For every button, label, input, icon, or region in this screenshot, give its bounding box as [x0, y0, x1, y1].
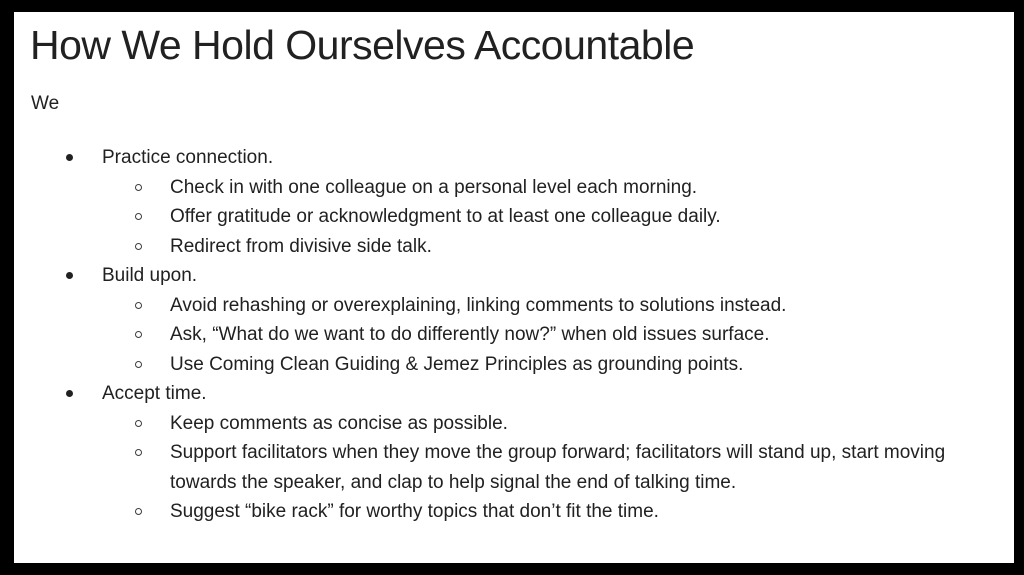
bullet-item	[14, 379, 1014, 409]
sub-bullet-label: Check in with one colleague on a personal level each morning.	[170, 176, 698, 198]
bullet-dot-icon	[66, 154, 73, 161]
sub-bullet-item	[14, 438, 1014, 497]
circle-bullet-icon	[135, 331, 142, 338]
circle-bullet-icon	[135, 213, 142, 220]
sub-bullet-item	[14, 409, 1014, 439]
circle-bullet-icon	[135, 420, 142, 427]
bullet-dot-icon	[66, 272, 73, 279]
slide-title: How We Hold Ourselves Accountable	[30, 22, 695, 68]
sub-bullet-label: Use Coming Clean Guiding & Jemez Principles as grounding points.	[170, 353, 744, 375]
intro-text: We	[31, 93, 60, 114]
sub-bullet-label: Redirect from divisive side talk.	[170, 235, 432, 257]
bullet-item-label: Build upon.	[102, 265, 198, 286]
bullet-dot-icon	[66, 390, 73, 397]
bullet-item-label: Accept time.	[102, 383, 207, 404]
sub-bullet-item	[14, 232, 1014, 262]
sub-bullet-label: Avoid rehashing or overexplaining, linking comments to solutions instead.	[170, 294, 787, 316]
circle-bullet-icon	[135, 243, 142, 250]
sub-bullet-item	[14, 497, 1014, 527]
circle-bullet-icon	[135, 361, 142, 368]
sub-bullet-item	[14, 350, 1014, 380]
bullet-item	[14, 143, 1014, 173]
sub-bullet-item	[14, 173, 1014, 203]
sub-bullet-label: Suggest “bike rack” for worthy topics that don’t fit the time.	[170, 501, 659, 522]
bullet-item	[14, 261, 1014, 291]
sub-bullet-item	[14, 202, 1014, 232]
sub-bullet-label: Ask, “What do we want to do differently now?” when old issues surface.	[170, 324, 770, 345]
sub-bullet-item	[14, 291, 1014, 321]
sub-bullet-item	[14, 320, 1014, 350]
sub-bullet-label: Keep comments as concise as possible.	[170, 412, 508, 434]
slide-canvas	[14, 12, 1014, 563]
sub-bullet-label: Offer gratitude or acknowledgment to at least one colleague daily.	[170, 206, 721, 227]
sub-bullet-label: Support facilitators when they move the group forward; facilitators will stand up, start moving towards the speaker, and clap to help signal the end of talking time.	[170, 442, 946, 493]
outline-list	[14, 143, 1014, 527]
circle-bullet-icon	[135, 302, 142, 309]
circle-bullet-icon	[135, 508, 142, 515]
circle-bullet-icon	[135, 449, 142, 456]
circle-bullet-icon	[135, 184, 142, 191]
bullet-item-label: Practice connection.	[102, 147, 274, 168]
